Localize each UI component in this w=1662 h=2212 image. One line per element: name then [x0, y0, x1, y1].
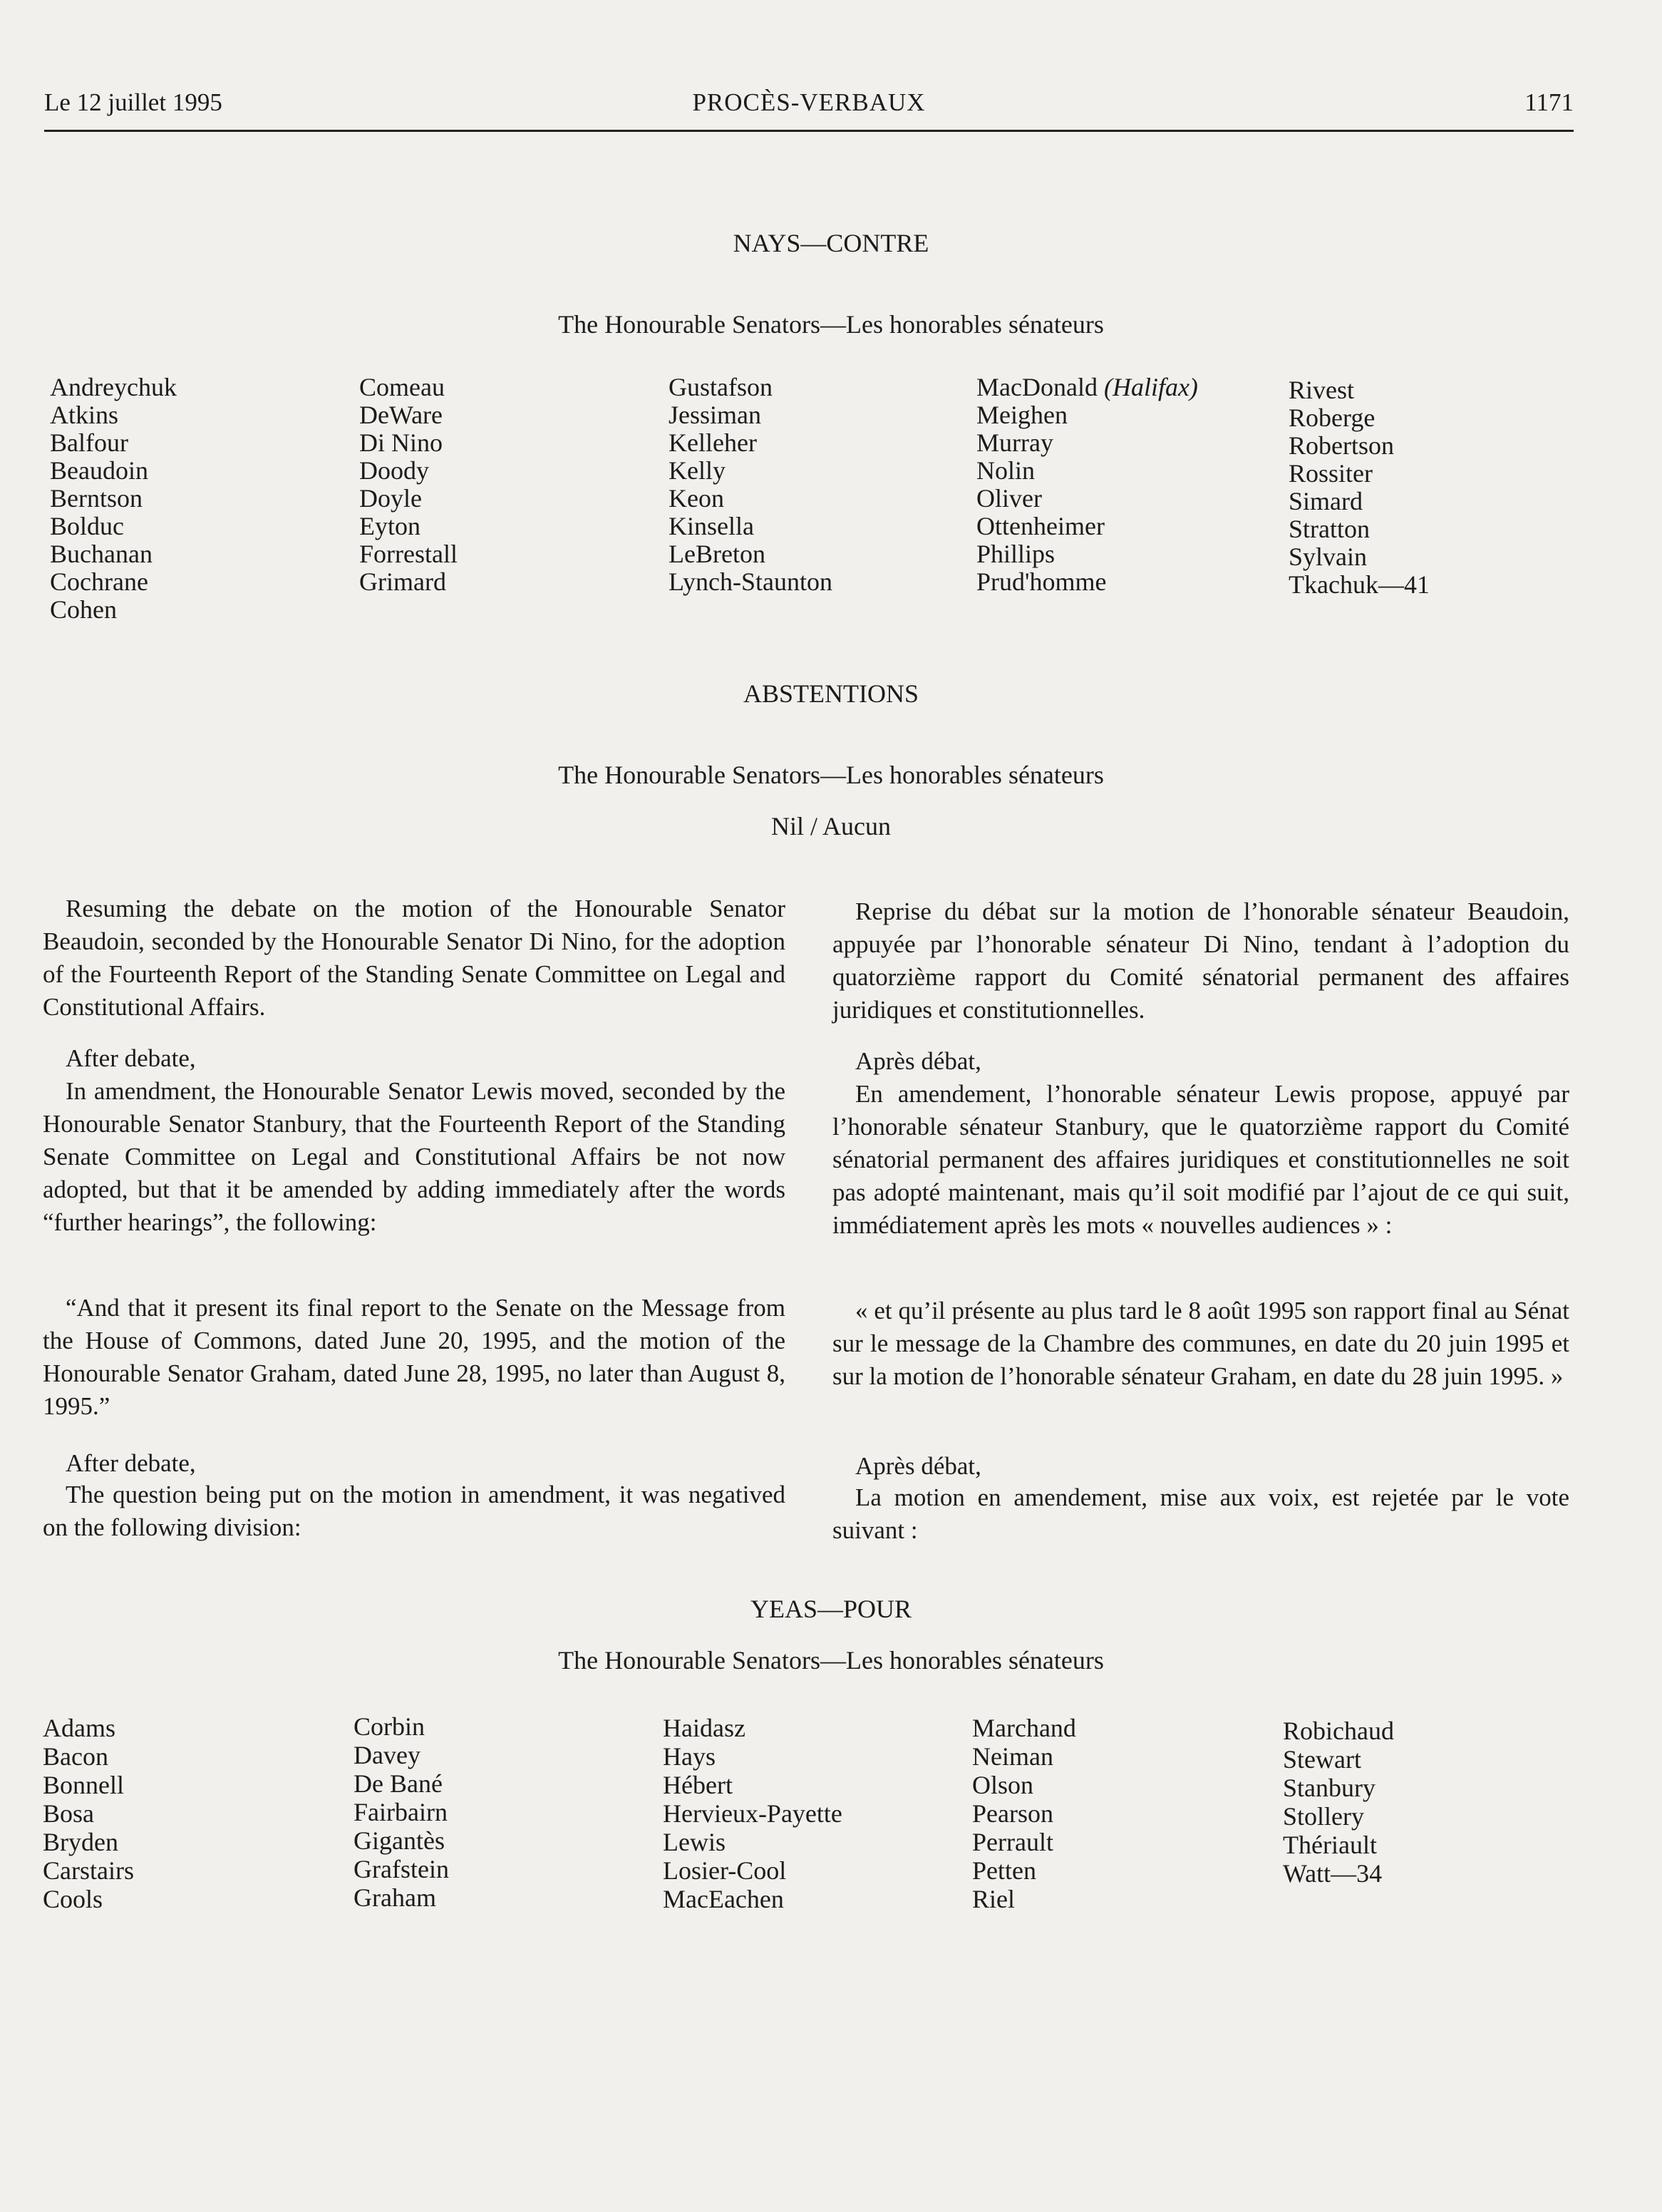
- senator-name: Robertson: [1289, 431, 1394, 460]
- senator-name: Perrault: [972, 1828, 1053, 1856]
- yeas-subheading: The Honourable Senators—Les honorables sénateurs: [558, 1646, 1104, 1675]
- senator-name: Hervieux-Payette: [663, 1799, 842, 1828]
- senator-name: Stewart: [1283, 1745, 1361, 1774]
- english-after-debate-1: After debate,: [66, 1044, 196, 1072]
- senator-name: Riel: [972, 1885, 1015, 1913]
- senator-name: Grafstein: [353, 1855, 449, 1883]
- senator-name: Haidasz: [663, 1714, 745, 1742]
- senator-name: Bryden: [43, 1828, 118, 1856]
- english-paragraph-division: The question being put on the motion in amendment, it was negatived on the following division:: [43, 1481, 785, 1541]
- header-date: Le 12 juillet 1995: [44, 88, 222, 116]
- french-paragraph-motion: Reprise du débat sur la motion de l’honorable sénateur Beaudoin, appuyée par l’honorable sénateur Di Nino, tendant à l’adoption du quatorzième rapport du Comité sénatorial permanent des affaires juridiques et constitutionnelles.: [832, 897, 1569, 1024]
- english-paragraph-amendment: In amendment, the Honourable Senator Lewis moved, seconded by the Honourable Senator Stanbury, that the Fourteenth Report of the Standing Senate Committee on Legal and Constitutional Affairs be not now adopted, but that it be amended by adding immediately after the words “further hearings”, the following:: [43, 1077, 785, 1236]
- nays-column-4: [976, 374, 1198, 596]
- senator-name: Stratton: [1289, 515, 1370, 543]
- senator-name: Pearson: [972, 1799, 1053, 1828]
- nays-heading: NAYS—CONTRE: [733, 229, 929, 257]
- nays-subheading: The Honourable Senators—Les honorables sénateurs: [558, 310, 1104, 339]
- senator-name: Stanbury: [1283, 1774, 1375, 1802]
- senator-name: Corbin: [353, 1712, 425, 1741]
- yeas-column-2: [353, 1712, 449, 1912]
- senator-name: Adams: [43, 1714, 115, 1742]
- english-quoted-amendment: “And that it present its final report to the Senate on the Message from the House of Commons, dated June 20, 1995, and the motion of the Honourable Senator Graham, dated June 28, 1995, no later than August 8, 1995.”: [43, 1294, 785, 1420]
- english-paragraph-motion: Resuming the debate on the motion of the Honourable Senator Beaudoin, seconded by the Honourable Senator Di Nino, for the adoption of the Fourteenth Report of the Standing Senate Committee on Legal and Constitutional Affairs.: [43, 895, 785, 1021]
- senator-name: Simard: [1289, 487, 1363, 515]
- french-paragraph-amendment: En amendement, l’honorable sénateur Lewis propose, appuyé par l’honorable sénateur Stanbury, que le quatorzième rapport du Comité sénatorial permanent des affaires juridiques et constitutionnelles ne soit pas adopté maintenant, mais qu’il soit modifié par l’ajout de ce qui suit, immédiatement après les mots « nouvelles audiences » :: [832, 1080, 1569, 1239]
- senator-name: Gigantès: [353, 1826, 445, 1855]
- senator-name: Andreychuk: [50, 373, 177, 401]
- senator-name: Tkachuk—41: [1289, 570, 1430, 599]
- nays-column-3: [669, 374, 832, 596]
- yeas-heading: YEAS—POUR: [750, 1595, 912, 1623]
- senator-name: Nolin: [976, 456, 1036, 485]
- senator-name: Davey: [353, 1741, 420, 1769]
- senator-name: Thériault: [1283, 1831, 1377, 1859]
- senator-name: LeBreton: [669, 540, 765, 568]
- senator-name: MacDonald (Halifax): [976, 373, 1198, 401]
- senator-qualifier: (Halifax): [1103, 373, 1198, 401]
- french-quoted-amendment: « et qu’il présente au plus tard le 8 août 1995 son rapport final au Sénat sur le message de la Chambre des communes, en date du 20 juin 1995 et sur la motion de l’honorable sénateur Graham, en date du 28 juin 1995. »: [832, 1297, 1569, 1390]
- abstentions-none: Nil / Aucun: [771, 812, 891, 840]
- header-title: PROCÈS-VERBAUX: [692, 88, 926, 116]
- senator-name: Murray: [976, 428, 1053, 457]
- nays-column-5: [1289, 376, 1430, 599]
- senator-name: Bonnell: [43, 1771, 124, 1799]
- english-after-debate-2: After debate,: [66, 1449, 196, 1477]
- french-after-debate-1: Après débat,: [855, 1047, 981, 1075]
- senator-name: DeWare: [359, 401, 443, 429]
- senator-name: Beaudoin: [50, 456, 148, 485]
- senator-name: Fairbairn: [353, 1798, 448, 1826]
- senator-name: Gustafson: [669, 373, 773, 401]
- nays-column-1: [50, 374, 177, 624]
- yeas-column-4: [972, 1714, 1076, 1913]
- senator-name: Berntson: [50, 484, 143, 513]
- french-after-debate-2: Après débat,: [855, 1452, 981, 1480]
- senator-name: Watt—34: [1283, 1859, 1383, 1888]
- senator-name: Petten: [972, 1856, 1036, 1885]
- senator-name: Prud'homme: [976, 567, 1107, 596]
- senator-name: Comeau: [359, 373, 445, 401]
- page-number: 1171: [1524, 88, 1574, 116]
- senator-name: Kelly: [669, 456, 726, 485]
- senator-name: Lewis: [663, 1828, 726, 1856]
- senator-name: Sylvain: [1289, 542, 1368, 571]
- senator-name: Eyton: [359, 512, 420, 540]
- senator-name: Meighen: [976, 401, 1068, 429]
- senator-name: Atkins: [50, 401, 119, 429]
- senator-name: Bosa: [43, 1799, 94, 1828]
- senator-name: Olson: [972, 1771, 1034, 1799]
- senator-name: Lynch-Staunton: [669, 567, 832, 596]
- senator-name: Robichaud: [1283, 1717, 1394, 1745]
- senator-name: Losier-Cool: [663, 1856, 787, 1885]
- senator-name: Kinsella: [669, 512, 754, 540]
- senator-name: Rivest: [1289, 376, 1355, 404]
- yeas-column-1: [43, 1714, 134, 1913]
- nays-column-2: [359, 374, 458, 596]
- yeas-column-3: [663, 1714, 842, 1913]
- page-header: [44, 84, 1574, 132]
- senator-name: Bacon: [43, 1742, 108, 1771]
- senator-name: Bolduc: [50, 512, 124, 540]
- senator-name: Neiman: [972, 1742, 1053, 1771]
- senator-name: Grimard: [359, 567, 446, 596]
- senator-name: Doyle: [359, 484, 422, 513]
- senator-name: Marchand: [972, 1714, 1076, 1742]
- french-paragraph-division: La motion en amendement, mise aux voix, est rejetée par le vote suivant :: [832, 1483, 1569, 1544]
- senator-name: Buchanan: [50, 540, 153, 568]
- senator-name: Stollery: [1283, 1802, 1364, 1831]
- senator-name: Carstairs: [43, 1856, 134, 1885]
- senator-name: Doody: [359, 456, 429, 485]
- senator-name: Phillips: [976, 540, 1055, 568]
- senator-name: Hays: [663, 1742, 716, 1771]
- senator-name: MacEachen: [663, 1885, 784, 1913]
- senator-name: De Bané: [353, 1769, 443, 1798]
- senator-name: Forrestall: [359, 540, 458, 568]
- senator-name: Oliver: [976, 484, 1042, 513]
- abstentions-subheading: The Honourable Senators—Les honorables sénateurs: [558, 761, 1104, 789]
- senator-name: Cools: [43, 1885, 103, 1913]
- yeas-column-5: [1283, 1717, 1394, 1888]
- senator-name: Roberge: [1289, 403, 1375, 432]
- senator-name: Keon: [669, 484, 724, 513]
- abstentions-heading: ABSTENTIONS: [743, 679, 919, 708]
- senator-name: Rossiter: [1289, 459, 1373, 488]
- senator-name: Balfour: [50, 428, 128, 457]
- senator-name: Jessiman: [669, 401, 761, 429]
- senator-name: Ottenheimer: [976, 512, 1105, 540]
- senator-name: Hébert: [663, 1771, 733, 1799]
- senator-name: Cohen: [50, 595, 117, 624]
- senator-name: Kelleher: [669, 428, 757, 457]
- senator-name: Di Nino: [359, 428, 443, 457]
- senator-name: Cochrane: [50, 567, 148, 596]
- senator-name: Graham: [353, 1883, 436, 1912]
